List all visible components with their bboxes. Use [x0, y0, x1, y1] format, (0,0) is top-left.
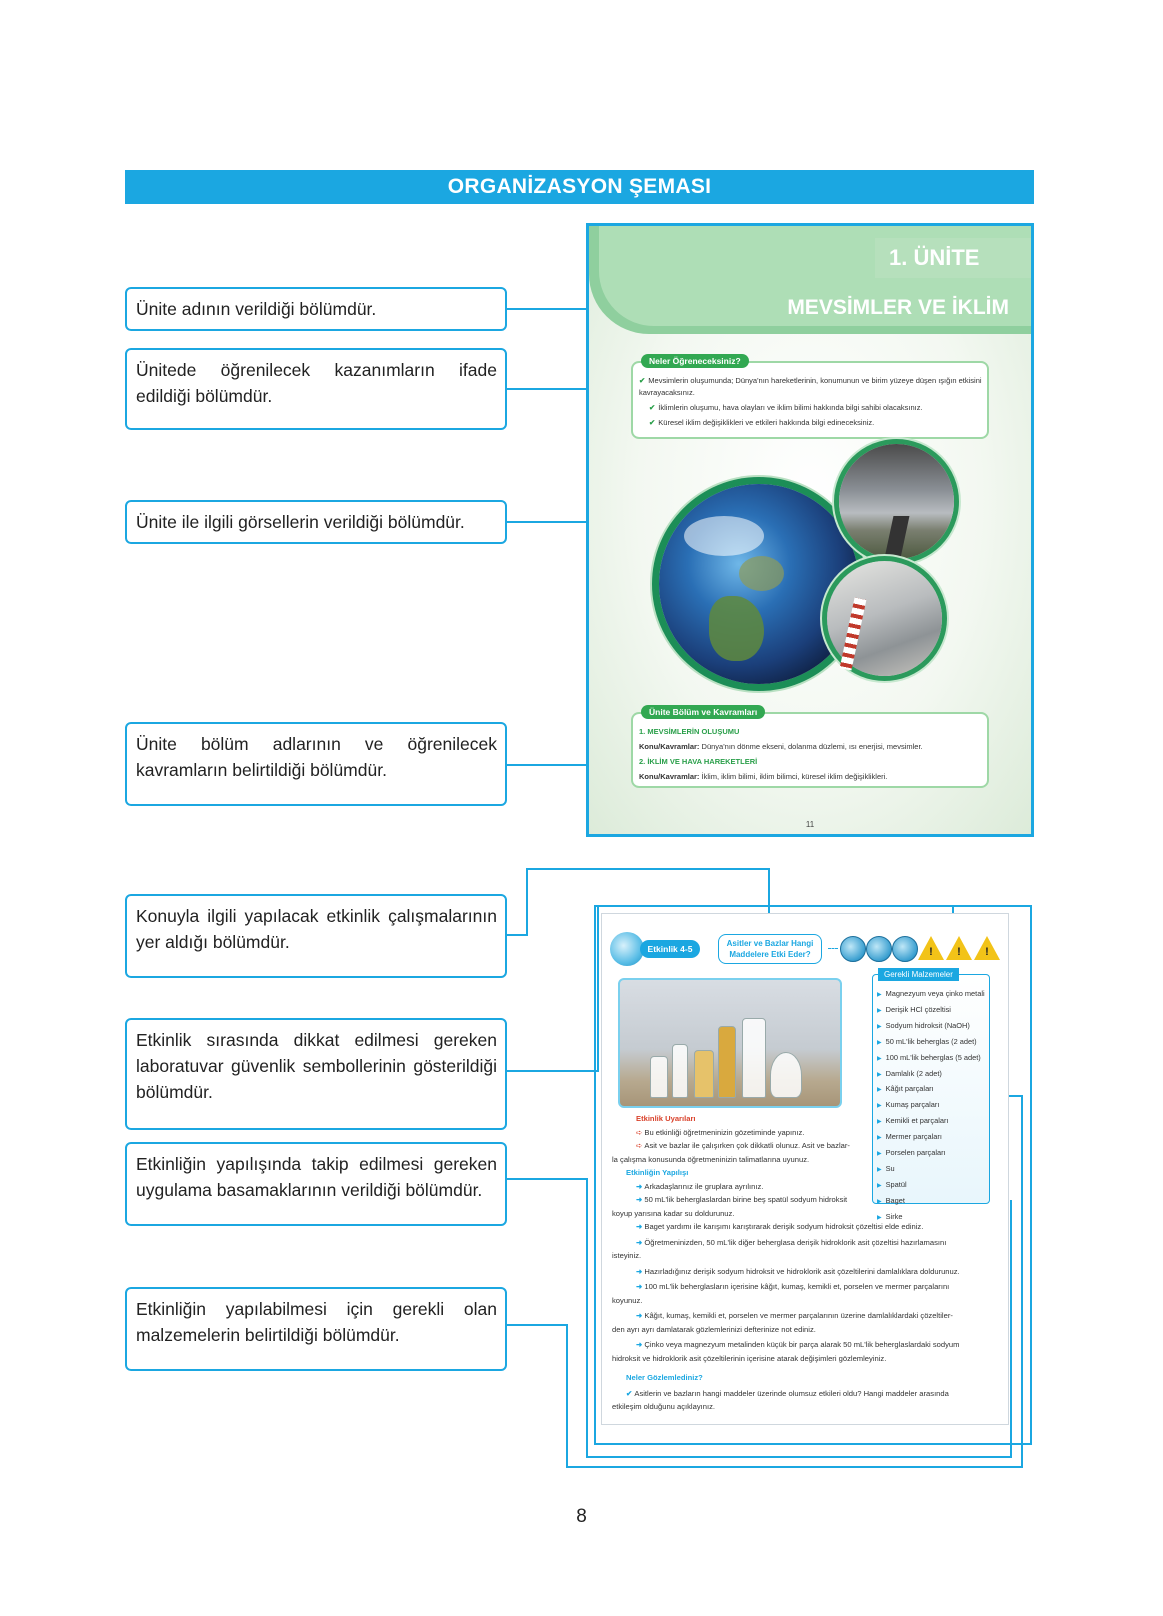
globe-land: [739, 556, 784, 591]
step-item: ➜ Arkadaşlarınız ile gruplara ayrılınız.: [636, 1181, 764, 1191]
section-concepts: Konu/Kavramlar: İklim, iklim bilimi, iklim bilimci, küresel iklim değişiklikleri.: [639, 772, 888, 781]
lab-bottles-photo: [618, 978, 842, 1108]
flask-image: [770, 1052, 802, 1098]
unit-sections-box: [631, 712, 989, 788]
material-item: ▶ Damlalık (2 adet): [877, 1068, 942, 1078]
learning-goals-tag: Neler Öğreneceksiniz?: [641, 354, 749, 368]
step-item: ➜ 50 mL'lik beherglaslardan birine beş spatül sodyum hidroksit: [636, 1195, 848, 1204]
connector-line: [526, 868, 770, 870]
inner-page-number: 11: [805, 820, 815, 829]
safety-goggles-icon: [892, 936, 918, 962]
material-item: ▶ Su: [877, 1163, 895, 1173]
connector-line: [507, 1324, 568, 1326]
activity-steps: [612, 1220, 1000, 1414]
connector-line: [566, 1324, 568, 1468]
unit-number: 1. ÜNİTE: [875, 238, 1031, 278]
bottle-image: [694, 1050, 714, 1098]
bottle-image: [650, 1056, 668, 1098]
safety-gloves-icon: [840, 936, 866, 962]
observation-item-cont: etkileşim olduğunu açıklayınız.: [612, 1402, 715, 1411]
warnings-heading: Etkinlik Uyarıları: [636, 1114, 696, 1123]
activity-title-line: Asitler ve Bazlar Hangi: [726, 939, 814, 948]
callout-procedure-steps: Etkinliğin yapılışında takip edilmesi gereken uygulama basamaklarının verildiği bölümdür.: [125, 1142, 507, 1226]
section-title-bar: ORGANİZASYON ŞEMASI: [125, 170, 1034, 204]
material-item: ▶ 50 mL'lik beherglas (2 adet): [877, 1036, 977, 1046]
material-item: ▶ Mermer parçaları: [877, 1132, 942, 1142]
connector-line: [507, 1178, 588, 1180]
material-item: ▶ Derişik HCl çözeltisi: [877, 1004, 951, 1014]
hazard-mark: !: [985, 946, 989, 958]
callout-learning-goals: Ünitede öğrenilecek kazanımların ifade edildiği bölümdür.: [125, 348, 507, 430]
bottle-image: [718, 1026, 736, 1098]
observations-heading: Neler Gözlemlediniz?: [626, 1373, 703, 1382]
connector-line: [526, 868, 528, 936]
callout-unit-sections: Ünite bölüm adlarının ve öğrenilecek kavramların belirtildiği bölümdür.: [125, 722, 507, 806]
bottle-image: [672, 1044, 688, 1098]
bottle-image: [742, 1018, 766, 1098]
activity-badge: Etkinlik 4-5: [640, 940, 700, 958]
dashed-divider: [828, 948, 838, 949]
material-item: ▶ Sodyum hidroksit (NaOH): [877, 1020, 970, 1030]
safety-lab-coat-icon: [866, 936, 892, 962]
observation-item: ✔ Asitlerin ve bazların hangi maddeler üzerinde olumsuz etkileri oldu? Hangi maddeler arasında: [626, 1388, 949, 1398]
goal-item: ✔ Mevsimlerin oluşumunda; Dünya'nın hareketlerinin, konumunun ve birim yüzeye düşen ışığın etkisini kavrayacaksınız.: [639, 376, 982, 397]
activity-warnings: [612, 1112, 874, 1220]
material-item: ▶ Sirke: [877, 1211, 903, 1221]
step-item: ➜ Hazırladığınız derişik sodyum hidroksit ve hidroklorik asit çözeltilerini damlalıklara doldurunuz.: [636, 1266, 960, 1276]
connector-line: [566, 1466, 1023, 1468]
materials-tag: Gerekli Malzemeler: [878, 968, 959, 981]
callout-unit-name: Ünite adının verildiği bölümdür.: [125, 287, 507, 331]
activity-title: [718, 934, 822, 964]
material-item: ▶ 100 mL'lik beherglas (5 adet): [877, 1052, 981, 1062]
callout-unit-images: Ünite ile ilgili görsellerin verildiği bölümdür.: [125, 500, 507, 544]
section-concepts: Konu/Kavramlar: Dünya'nın dönme ekseni, dolanma düzlemi, ısı enerjisi, mevsimler.: [639, 742, 923, 751]
hazard-mark: !: [929, 946, 933, 958]
step-item-cont: hidroksit ve hidroklorik asit çözeltilerinin içerisine atarak değişimleri gözlemleyiniz.: [612, 1353, 887, 1363]
callout-safety-symbols: Etkinlik sırasında dikkat edilmesi gereken laboratuvar güvenlik sembollerinin gösterildiği bölümdür.: [125, 1018, 507, 1130]
step-item-cont: koyup yarısına kadar su doldurunuz.: [612, 1208, 735, 1218]
page-number: 8: [576, 1506, 587, 1527]
material-item: ▶ Kemikli et parçaları: [877, 1116, 949, 1126]
learning-goals-box: [631, 361, 989, 439]
magnifier-icon: [610, 932, 644, 966]
warning-item-cont: la çalışma konusunda öğretmeninizin talimatlarına uyunuz.: [612, 1154, 810, 1164]
step-item-cont: koyunuz.: [612, 1295, 643, 1305]
unit-cover-page: [586, 223, 1034, 837]
material-item: ▶ Porselen parçaları: [877, 1148, 946, 1158]
material-item: ▶ Kâğıt parçaları: [877, 1084, 934, 1094]
activity-title-line: Maddelere Etki Eder?: [729, 950, 811, 959]
unit-title: MEVSİMLER VE İKLİM: [787, 296, 1009, 319]
step-item: ➜ 100 mL'lik beherglasların içerisine kâğıt, kumaş, kemikli et, porselen ve mermer parçalarını: [636, 1282, 950, 1291]
connector-line: [507, 934, 528, 936]
material-item: ▶ Spatül: [877, 1179, 907, 1189]
connector-line: [507, 1070, 599, 1072]
globe-cloud: [684, 516, 764, 556]
step-item-cont: isteyiniz.: [612, 1251, 642, 1260]
step-item: ➜ Çinko veya magnezyum metalinden küçük bir parça alarak 50 mL'lik beherglaslardaki sodyum: [636, 1340, 960, 1349]
step-item: ➜ Kâğıt, kumaş, kemikli et, porselen ve mermer parçalarının üzerine damlalıklardaki çözeltiler-: [636, 1311, 953, 1320]
callout-materials: Etkinliğin yapılabilmesi için gerekli olan malzemelerin belirtildiği bölümdür.: [125, 1287, 507, 1371]
connector-line: [586, 1456, 1012, 1458]
unit-sections-tag: Ünite Bölüm ve Kavramları: [641, 705, 765, 719]
material-item: ▶ Kumaş parçaları: [877, 1100, 940, 1110]
materials-list: [872, 974, 990, 1221]
warning-item: ➪ Asit ve bazlar ile çalışırken çok dikkatli olunuz. Asit ve bazlar-: [636, 1141, 850, 1150]
step-item: ➜ Öğretmeninizden, 50 mL'lik diğer beherglasa derişik hidroklorik asit çözeltisi hazırlamasını: [636, 1237, 947, 1247]
material-item: ▶ Baget: [877, 1195, 905, 1205]
goal-item: ✔ İklimlerin oluşumu, hava olayları ve iklim bilimi hakkında bilgi sahibi olacaksınız.: [649, 403, 923, 412]
goal-item: ✔ Küresel iklim değişiklikleri ve etkileri hakkında bilgi edineceksiniz.: [649, 418, 875, 427]
callout-activity: Konuyla ilgili yapılacak etkinlik çalışmalarının yer aldığı bölümdür.: [125, 894, 507, 978]
step-item: ➜ Baget yardımı ile karışımı karıştırarak derişik sodyum hidroksit çözeltisi elde ediniz.: [636, 1222, 924, 1231]
warning-item: ➪ Bu etkinliği öğretmeninizin gözetiminde yapınız.: [636, 1127, 805, 1137]
hazard-mark: !: [957, 946, 961, 958]
section-heading: 2. İKLİM VE HAVA HAREKETLERİ: [639, 757, 758, 766]
section-heading: 1. MEVSİMLERİN OLUŞUMU: [639, 727, 740, 736]
steps-heading: Etkinliğin Yapılışı: [626, 1168, 689, 1177]
step-item-cont: den ayrı ayrı damlatarak gözlemlerinizi defterinize not ediniz.: [612, 1324, 816, 1334]
material-item: ▶ Magnezyum veya çinko metali: [877, 989, 985, 998]
connector-line: [586, 1178, 588, 1458]
